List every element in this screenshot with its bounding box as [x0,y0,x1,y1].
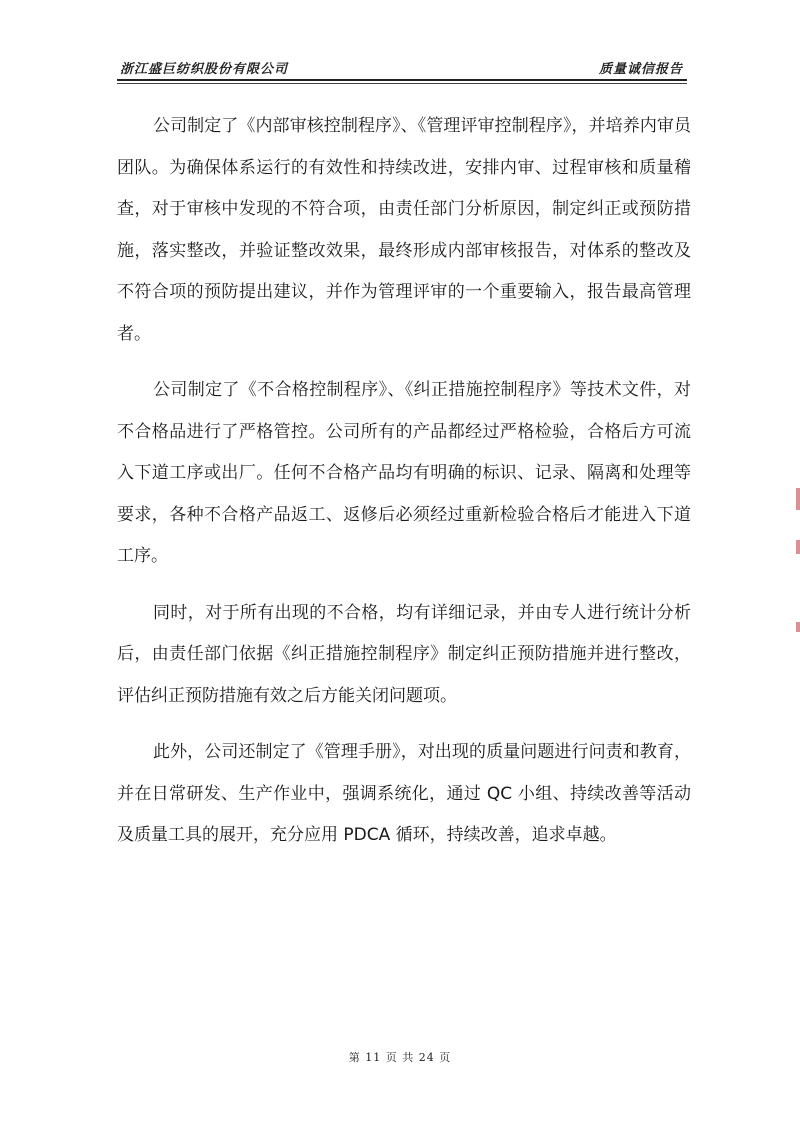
page-number: 第 11 页 共 24 页 [348,1051,452,1064]
paragraph-internal-audit: 公司制定了《内部审核控制程序》、《管理评审控制程序》，并培养内审员团队。为确保体系运行的有效性和持续改进，安排内审、过程审核和质量稽查，对于审核中发现的不符合项，由责任部门分析原因，制定纠正或预防措施，落实整改，并验证整改效果，最终形成内部审核报告，对体系的整改及不符合项的预防提出建议，并作为管理评审的一个重要输入，报告最高管理者。 [117,116,691,344]
company-name: 浙江盛巨纺织股份有限公司 [120,62,289,77]
document-body [117,106,691,857]
page-header [117,52,687,82]
header-rule [117,79,687,81]
paragraph-corrective-actions: 同时，对于所有出现的不合格，均有详细记录，并由专人进行统计分析后，由责任部门依据《纠正措施控制程序》制定纠正预防措施并进行整改，评估纠正预防措施有效之后方能关闭问题项。 [117,602,691,706]
header-rule-secondary [117,83,687,84]
paragraph-quality-management: 此外，公司还制定了《管理手册》，对出现的质量问题进行问责和教育，并在日常研发、生产作业中，强调系统化，通过 QC 小组、持续改善等活动及质量工具的展开，充分应用 PDCA 循环，持续改善，追求卓越。 [117,742,691,845]
scan-artifact-mark [796,488,800,510]
paragraph-nonconformity-control: 公司制定了《不合格控制程序》、《纠正措施控制程序》等技术文件，对不合格品进行了严格管控。公司所有的产品都经过严格检验，合格后方可流入下道工序或出厂。任何不合格产品均有明确的标识、记录、隔离和处理等要求，各种不合格产品返工、返修后必须经过重新检验合格后才能进入下道工序。 [117,380,691,566]
scan-artifact-mark [796,540,800,554]
scan-artifact-mark [796,622,800,632]
report-title: 质量诚信报告 [598,62,683,77]
